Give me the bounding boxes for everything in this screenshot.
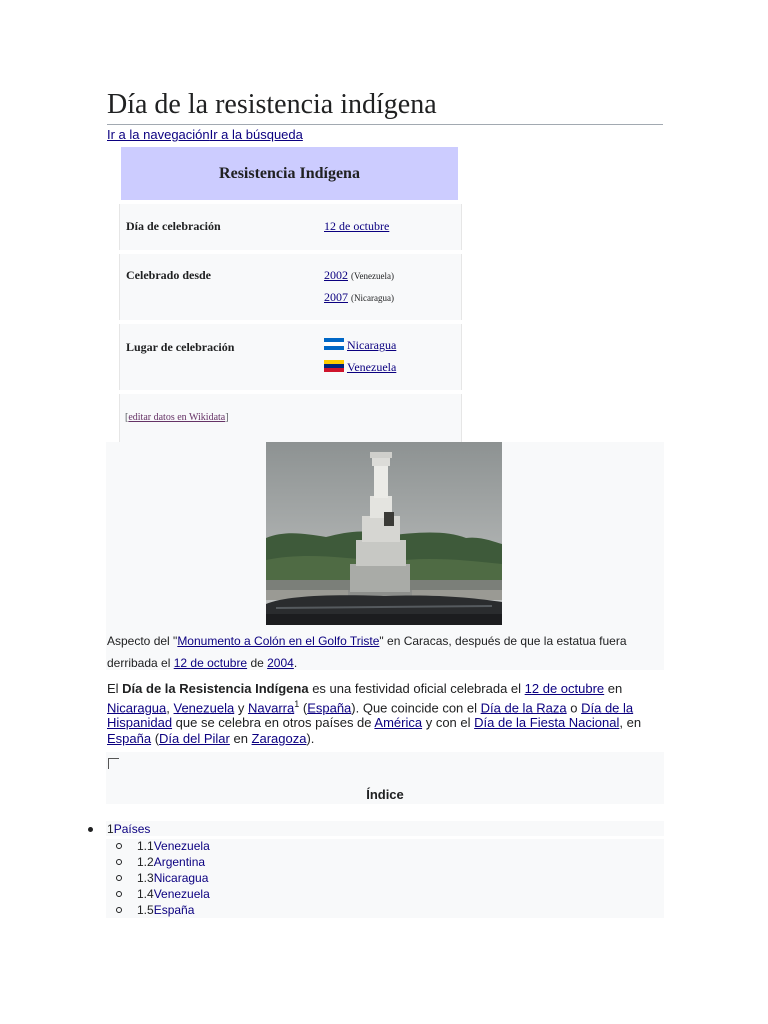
celebration-date-link[interactable]: 12 de octubre [324, 219, 390, 233]
place-venezuela [324, 360, 396, 375]
dia-del-pilar-link[interactable]: Día del Pilar [159, 730, 230, 746]
fiesta-nacional-link[interactable]: Día de la Fiesta Nacional [474, 715, 620, 731]
navarra-link[interactable]: Navarra [247, 699, 295, 715]
country-note: (Venezuela) [351, 271, 394, 281]
figure [106, 442, 664, 670]
page-title: Día de la resistencia indígena [107, 88, 663, 125]
circle-bullet-icon [116, 875, 122, 881]
date-link[interactable]: 12 de octubre [524, 681, 605, 696]
toc-list [106, 821, 664, 918]
year-2007-link[interactable]: 2007 [324, 290, 348, 304]
america-link[interactable]: América [374, 715, 423, 731]
wikidata-edit: [editar datos en Wikidata] [125, 412, 229, 423]
toc-subitem[interactable]: 1.1Venezuela [137, 838, 210, 854]
venezuela-flag-icon [324, 360, 344, 372]
zaragoza-link[interactable]: Zaragoza [251, 730, 307, 746]
jump-to-search-link[interactable]: Ir a la búsqueda [209, 127, 303, 142]
infobox-header: Resistencia Indígena [121, 147, 458, 200]
year-2002-link[interactable]: 2002 [324, 268, 348, 282]
bullet-icon [88, 827, 93, 832]
monument-photo[interactable] [266, 442, 502, 625]
dia-de-la-raza-link[interactable]: Día de la Raza [480, 699, 567, 715]
table-of-contents [106, 752, 664, 804]
toc-item[interactable]: 1Países [107, 821, 150, 837]
venezuela-link[interactable]: Venezuela [173, 699, 235, 715]
nicaragua-flag-icon [324, 338, 344, 350]
edit-wikidata-link[interactable]: editar datos en Wikidata [128, 412, 226, 423]
article-subject: Día de la Resistencia Indígena [122, 681, 309, 696]
circle-bullet-icon [116, 891, 122, 897]
place-nicaragua [324, 338, 396, 353]
infobox-row-place [119, 324, 462, 390]
year-link[interactable]: 2004 [267, 656, 294, 670]
spain-link[interactable]: España [307, 699, 352, 715]
intro-paragraph: El Día de la Resistencia Indígena es una festividad oficial celebrada el 12 de octubre en Nicaragua, Venezuela y Navarra$^1$ (España). Que coincide con el Día de la Raza o Día de la Hispanidad que se celebra en otros países de América y con el Día de la Fiesta Nacional, en España (Día del Pilar en Zaragoza). [107, 681, 642, 746]
circle-bullet-icon [116, 907, 122, 913]
infobox-row-celebrated-since [119, 254, 462, 320]
dia-de-la-hispanidad-link[interactable]: Día de la Hispanidad [107, 699, 634, 731]
toc-subitem[interactable]: 1.5España [137, 902, 194, 918]
monument-link[interactable]: Monumento a Colón en el Golfo Triste [177, 634, 380, 648]
circle-bullet-icon [116, 859, 122, 865]
infobox-label: Lugar de celebración [126, 340, 235, 354]
infobox-row-edit [119, 394, 462, 442]
nicaragua-link[interactable]: Nicaragua [107, 699, 167, 715]
toc-subitem[interactable]: 1.2Argentina [137, 854, 205, 870]
since-venezuela [324, 268, 394, 283]
toc-subitem[interactable]: 1.3Nicaragua [137, 870, 208, 886]
spain-link[interactable]: España [107, 730, 152, 746]
toc-toggle-checkbox[interactable] [108, 758, 119, 769]
footnote-ref[interactable]: 1 [294, 698, 300, 709]
infobox-label: Celebrado desde [126, 268, 211, 282]
infobox-label: Día de celebración [126, 219, 221, 233]
circle-bullet-icon [116, 843, 122, 849]
venezuela-link[interactable]: Venezuela [347, 360, 397, 374]
date-link[interactable]: 12 de octubre [173, 656, 248, 670]
jump-to-navigation-link[interactable]: Ir a la navegación [107, 127, 210, 142]
country-note: (Nicaragua) [351, 293, 394, 303]
nicaragua-link[interactable]: Nicaragua [347, 338, 397, 352]
toc-title: Índice [366, 787, 404, 802]
toc-subitem[interactable]: 1.4Venezuela [137, 886, 210, 902]
figure-caption: Aspecto del "Monumento a Colón en el Golfo Triste" en Caracas, después de que la estatua fuera derribada el 12 de octubre de 2004. [107, 634, 627, 670]
since-nicaragua [324, 290, 394, 305]
jump-links [107, 127, 303, 142]
infobox-row-celebration-day [119, 204, 462, 250]
